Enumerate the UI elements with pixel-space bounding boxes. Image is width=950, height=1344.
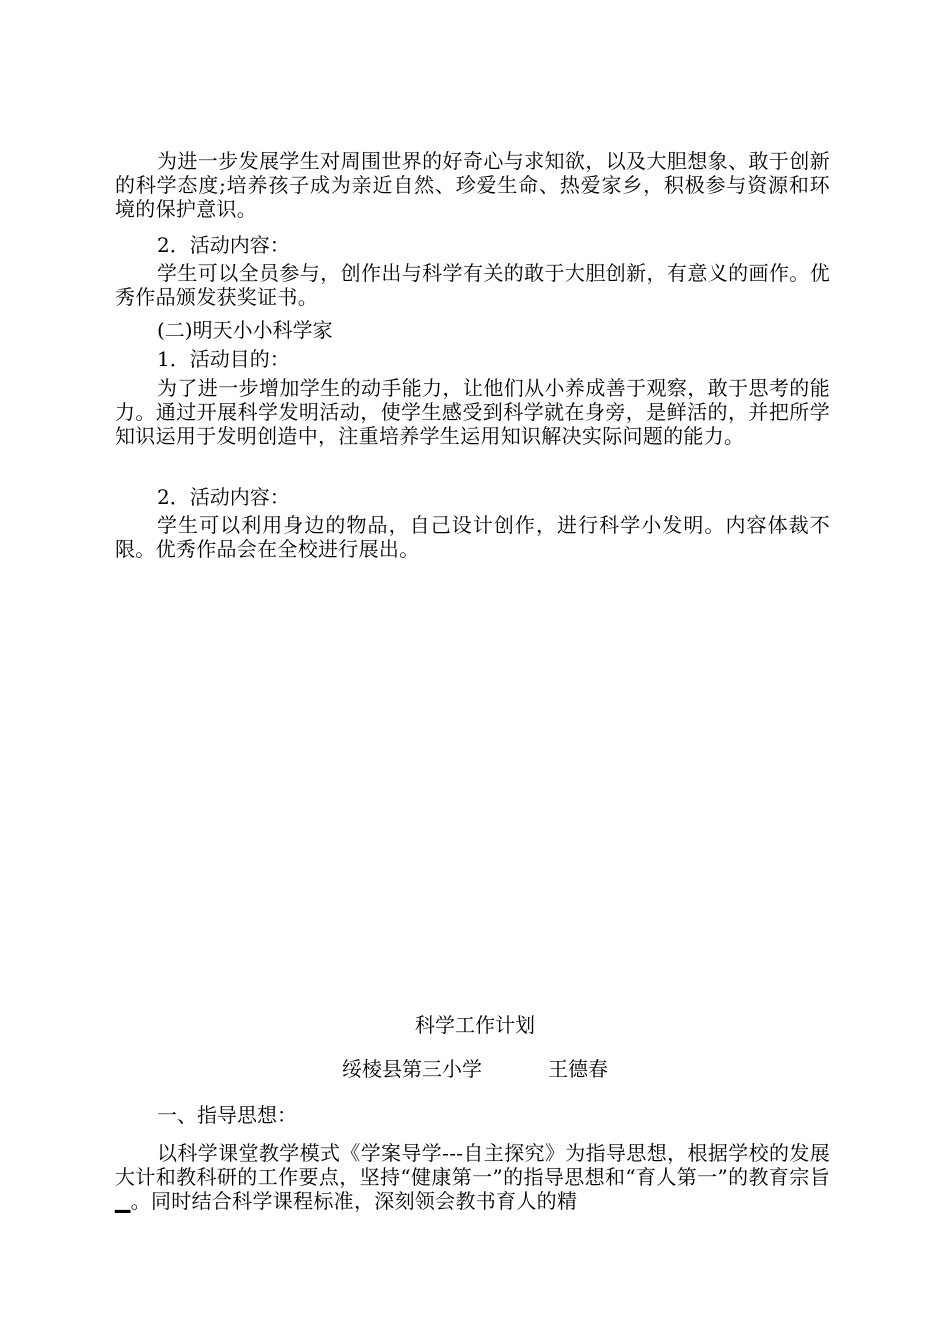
plan-title: 科学工作计划: [415, 1013, 535, 1037]
guideline-paragraph: 以科学课堂教学模式《学案导学---自主探究》为指导思想，根据学校的发展大计和教科研的工作要点，坚持“健康第一”的指导思想和“育人第一”的教育宗旨▁。同时结合科学课程标准，深刻领会教书育人的精: [115, 1141, 830, 1213]
young-scientist-content-heading: 2．活动内容：: [157, 485, 290, 509]
plan-byline: [0, 1057, 950, 1081]
section-title-young-scientist: (二)明天小小科学家: [157, 318, 333, 342]
author-name: 王德春: [548, 1057, 608, 1081]
guideline-heading: 一、指导思想：: [157, 1103, 297, 1127]
activity-content-paragraph: 学生可以全员参与，创作出与科学有关的敢于大胆创新，有意义的画作。优秀作品颁发获奖证书。: [115, 261, 830, 309]
activity-purpose-paragraph: 为进一步发展学生对周围世界的好奇心与求知欲，以及大胆想象、敢于创新的科学态度;培养孩子成为亲近自然、珍爱生命、热爱家乡，积极参与资源和环境的保护意识。: [115, 149, 830, 221]
activity-content-heading: 2．活动内容：: [157, 233, 290, 257]
activity-purpose-heading: 1．活动目的：: [157, 347, 290, 371]
young-scientist-content-paragraph: 学生可以利用身边的物品，自己设计创作，进行科学小发明。内容体裁不限。优秀作品会在全校进行展出。: [115, 513, 830, 561]
young-scientist-purpose-paragraph: 为了进一步增加学生的动手能力，让他们从小养成善于观察，敢于思考的能力。通过开展科学发明活动，使学生感受到科学就在身旁，是鲜活的，并把所学知识运用于发明创造中，注重培养学生运用知识解决实际问题的能力。: [115, 376, 830, 448]
school-name: 绥棱县第三小学: [342, 1057, 482, 1081]
